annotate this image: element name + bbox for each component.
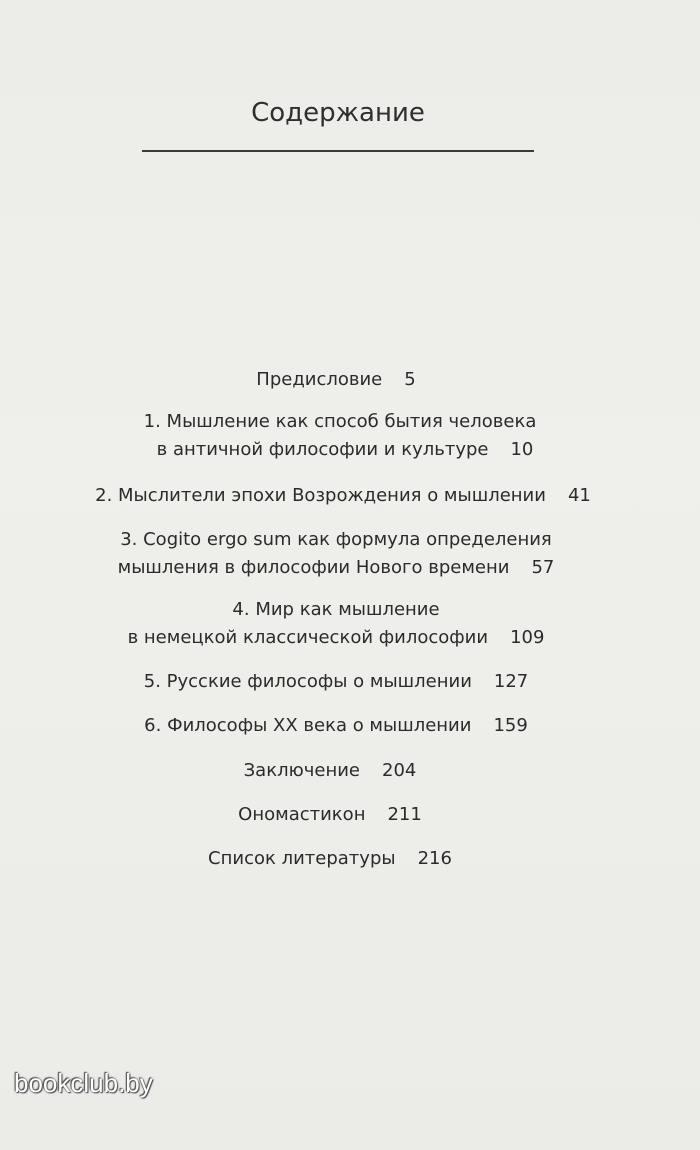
toc-entry-ch1 xyxy=(0,408,680,464)
toc-entry-title-line1: 4. Мир как мышление xyxy=(232,599,440,620)
toc-entry-title: Список литературы xyxy=(208,848,396,869)
toc-entry-title: Предисловие xyxy=(256,369,383,390)
toc-entry-ch2 xyxy=(0,482,686,510)
toc-entry-preface xyxy=(0,366,672,394)
toc-entry-title-line1: 3. Cogito ergo sum как формула определения xyxy=(120,529,552,550)
watermark: bookclub.by xyxy=(14,1068,153,1098)
toc-entry-page: 5 xyxy=(404,369,416,390)
toc-entry-ch3 xyxy=(0,526,672,582)
toc-entry-page: 211 xyxy=(387,804,422,825)
toc-entry-onomasticon xyxy=(0,801,660,829)
toc-entry-title-line1: 1. Мышление как способ бытия человека xyxy=(143,411,537,432)
toc-entry-page: 159 xyxy=(493,715,528,736)
page-title: Содержание xyxy=(251,98,425,128)
toc-entry-title: 5. Русские философы о мышлении xyxy=(143,671,472,692)
toc-entry-title-line2: в немецкой классической философии xyxy=(127,627,489,648)
toc-entry-page: 204 xyxy=(382,760,417,781)
toc-entry-page: 41 xyxy=(567,485,591,506)
toc-entry-page: 57 xyxy=(531,557,555,578)
toc-entry-page: 10 xyxy=(510,439,534,460)
toc-entry-ch6 xyxy=(0,712,672,740)
toc-entry-ch4 xyxy=(0,596,672,652)
toc-entry-title: 6. Философы XX века о мышлении xyxy=(144,715,472,736)
toc-entry-title-line2: в античной философии и культуре xyxy=(156,439,489,460)
toc-entry-title: Ономастикон xyxy=(238,804,366,825)
toc-entry-title: 2. Мыслители эпохи Возрождения о мышлении xyxy=(95,485,546,506)
toc-entry-title: Заключение xyxy=(243,760,360,781)
toc-entry-title-line2: мышления в философии Нового времени xyxy=(117,557,510,578)
title-underline xyxy=(142,150,534,152)
toc-entry-page: 127 xyxy=(493,671,529,692)
toc-entry-bibliography xyxy=(0,845,660,873)
toc-entry-page: 216 xyxy=(417,848,452,869)
toc-entry-conclusion xyxy=(0,757,660,785)
toc-entry-ch5 xyxy=(0,668,672,696)
toc-entry-page: 109 xyxy=(510,627,545,648)
